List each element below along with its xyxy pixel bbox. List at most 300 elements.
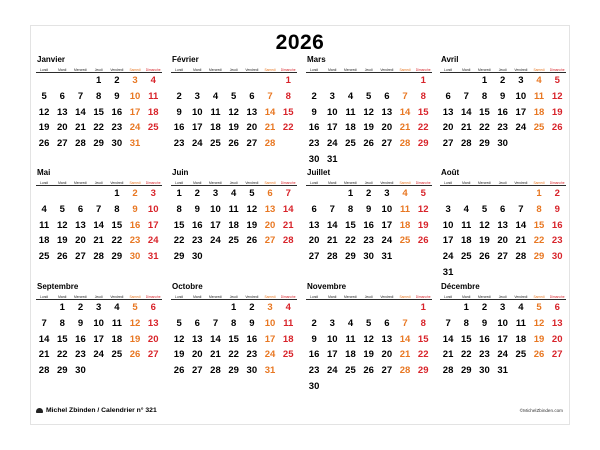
- week-row: [35, 202, 163, 218]
- day-cell: 30: [129, 251, 141, 263]
- weekday-label: Dimanche: [549, 68, 565, 72]
- week-row: [170, 332, 298, 348]
- weekday-label: Mercredi: [209, 295, 222, 299]
- day-cell: 21: [515, 235, 527, 247]
- day-cell: 1: [463, 302, 469, 313]
- day-cell: 27: [75, 251, 86, 263]
- day-cell: 30: [191, 251, 203, 263]
- day-cell: 17: [326, 122, 338, 134]
- day-cell: 31: [326, 153, 338, 165]
- weekday-label: Vendredi: [245, 68, 259, 72]
- week-row: [35, 136, 163, 152]
- day-cell: 11: [39, 219, 50, 231]
- day-cell: 3: [384, 188, 390, 199]
- day-cell: 25: [345, 138, 356, 150]
- day-cell: 8: [231, 317, 237, 329]
- day-cell: 11: [515, 317, 526, 329]
- month-name: Avril: [441, 55, 459, 64]
- day-cell: 10: [497, 317, 508, 329]
- weekday-label: Jeudi: [94, 181, 103, 185]
- day-cell: 11: [210, 106, 221, 118]
- day-grid: [305, 186, 433, 265]
- weekday-label: Samedi: [533, 295, 545, 299]
- day-cell: 15: [479, 106, 490, 118]
- month-name: Octobre: [172, 282, 203, 291]
- day-cell: 17: [442, 235, 454, 247]
- weekday-label: Dimanche: [280, 181, 296, 185]
- weekday-header: [170, 177, 298, 185]
- week-row: [439, 202, 567, 218]
- day-cell: 2: [132, 188, 138, 199]
- week-row: [305, 379, 433, 395]
- week-row: [305, 316, 433, 332]
- week-row: [305, 136, 433, 152]
- day-cell: 6: [554, 302, 560, 313]
- day-cell: 8: [285, 90, 291, 102]
- day-cell: 21: [442, 349, 454, 361]
- weekday-label: Mardi: [58, 295, 67, 299]
- day-cell: 27: [191, 365, 203, 377]
- day-cell: 27: [381, 365, 393, 377]
- month-block: [170, 282, 298, 379]
- week-row: [35, 186, 163, 202]
- day-cell: 7: [267, 90, 273, 102]
- weekday-label: Lundi: [310, 68, 319, 72]
- day-cell: 22: [417, 122, 429, 134]
- day-cell: 14: [38, 333, 50, 345]
- day-cell: 17: [191, 122, 203, 134]
- week-row: [439, 218, 567, 234]
- day-cell: 26: [417, 235, 429, 247]
- day-cell: 12: [551, 90, 563, 102]
- day-cell: 21: [282, 219, 294, 231]
- day-cell: 24: [515, 122, 527, 134]
- weekday-label: Mardi: [58, 181, 67, 185]
- week-row: [439, 136, 567, 152]
- day-grid: [170, 186, 298, 265]
- month-block: [439, 55, 567, 152]
- day-cell: 9: [77, 317, 84, 329]
- day-cell: 11: [400, 203, 411, 215]
- day-grid: [35, 300, 163, 379]
- day-cell: 4: [41, 203, 47, 215]
- day-cell: 21: [210, 349, 221, 361]
- weekday-label: Dimanche: [280, 68, 296, 72]
- day-cell: 9: [366, 203, 372, 215]
- day-cell: 28: [515, 251, 527, 263]
- footer-author-text: Michel Zbinden / Calendrier n° 321: [46, 407, 157, 414]
- week-row: [439, 233, 567, 249]
- month-name: Septembre: [37, 282, 79, 291]
- day-cell: 27: [551, 349, 563, 361]
- day-cell: 2: [249, 302, 255, 313]
- day-cell: 16: [75, 333, 86, 345]
- day-cell: 24: [381, 235, 393, 247]
- day-cell: 29: [460, 365, 472, 377]
- day-cell: 10: [442, 219, 454, 231]
- week-row: [170, 136, 298, 152]
- day-cell: 22: [93, 122, 104, 134]
- week-row: [35, 300, 163, 316]
- day-cell: 25: [399, 235, 411, 247]
- day-cell: 26: [56, 251, 68, 263]
- day-cell: 14: [399, 106, 411, 118]
- weekday-label: Lundi: [444, 68, 453, 72]
- weekday-label: Dimanche: [145, 68, 161, 72]
- weekday-label: Samedi: [264, 68, 276, 72]
- day-cell: 14: [210, 333, 221, 345]
- weekday-label: Vendredi: [110, 68, 124, 72]
- weekday-header: [170, 291, 298, 299]
- day-cell: 10: [147, 203, 159, 215]
- day-cell: 27: [147, 349, 159, 361]
- week-row: [35, 347, 163, 363]
- day-cell: 14: [93, 219, 104, 231]
- weekday-label: Lundi: [175, 295, 184, 299]
- day-cell: 2: [311, 90, 317, 102]
- day-cell: 27: [497, 251, 508, 263]
- day-cell: 10: [191, 106, 203, 118]
- day-cell: 4: [212, 90, 219, 102]
- footer-site: ©MichelZbinden.com: [519, 408, 563, 413]
- day-cell: 2: [366, 188, 372, 199]
- week-row: [170, 218, 298, 234]
- weekday-label: Jeudi: [94, 295, 103, 299]
- day-cell: 27: [56, 138, 68, 150]
- day-cell: 27: [381, 138, 393, 150]
- day-cell: 27: [442, 138, 454, 150]
- weekday-label: Samedi: [399, 68, 411, 72]
- day-cell: 20: [264, 219, 276, 231]
- day-cell: 19: [129, 333, 141, 345]
- day-cell: 1: [481, 75, 488, 86]
- day-cell: 7: [77, 90, 84, 102]
- day-cell: 31: [381, 251, 393, 263]
- weekday-header: [170, 64, 298, 72]
- day-cell: 25: [515, 349, 527, 361]
- day-cell: 19: [551, 106, 563, 118]
- day-cell: 6: [194, 317, 200, 329]
- weekday-header: [35, 64, 163, 72]
- day-cell: 10: [326, 333, 338, 345]
- day-cell: 29: [345, 251, 356, 263]
- day-cell: 31: [147, 251, 159, 263]
- day-grid: [305, 300, 433, 395]
- weekday-header: [439, 291, 567, 299]
- weekday-label: Lundi: [175, 68, 184, 72]
- day-cell: 14: [442, 333, 454, 345]
- day-cell: 24: [442, 251, 454, 263]
- week-row: [170, 249, 298, 265]
- week-row: [439, 105, 567, 121]
- week-row: [439, 249, 567, 265]
- day-cell: 15: [93, 106, 104, 118]
- day-cell: 19: [38, 122, 50, 134]
- weekday-header: [439, 64, 567, 72]
- weekday-header: [305, 64, 433, 72]
- day-cell: 8: [481, 90, 488, 102]
- day-cell: 2: [176, 90, 182, 102]
- day-cell: 1: [59, 302, 65, 313]
- day-cell: 15: [417, 333, 429, 345]
- week-row: [305, 105, 433, 121]
- week-row: [35, 332, 163, 348]
- day-cell: 24: [326, 138, 338, 150]
- weekday-label: Dimanche: [415, 68, 431, 72]
- day-cell: 24: [210, 235, 221, 247]
- day-cell: 6: [150, 302, 156, 313]
- day-cell: 3: [518, 75, 524, 86]
- day-cell: 21: [75, 122, 86, 134]
- day-cell: 6: [77, 203, 84, 215]
- week-row: [305, 300, 433, 316]
- weekday-label: Vendredi: [380, 295, 394, 299]
- day-cell: 23: [308, 138, 320, 150]
- day-cell: 24: [129, 122, 141, 134]
- day-cell: 5: [366, 317, 372, 329]
- day-cell: 29: [93, 138, 104, 150]
- day-cell: 16: [363, 219, 374, 231]
- month-name: Décembre: [441, 282, 480, 291]
- day-cell: 26: [551, 122, 563, 134]
- weekday-label: Lundi: [310, 295, 319, 299]
- weekday-label: Dimanche: [415, 295, 431, 299]
- day-cell: 23: [111, 122, 123, 134]
- day-cell: 1: [420, 75, 426, 86]
- month-block: [170, 55, 298, 152]
- day-cell: 6: [267, 188, 273, 199]
- day-cell: 21: [38, 349, 50, 361]
- week-row: [170, 89, 298, 105]
- day-cell: 20: [551, 333, 563, 345]
- day-cell: 12: [417, 203, 429, 215]
- day-cell: 16: [308, 122, 320, 134]
- day-cell: 22: [417, 349, 429, 361]
- day-cell: 13: [308, 219, 320, 231]
- day-cell: 23: [479, 349, 490, 361]
- day-cell: 9: [194, 203, 200, 215]
- day-cell: 18: [345, 122, 356, 134]
- day-cell: 13: [381, 333, 393, 345]
- day-cell: 26: [246, 235, 258, 247]
- day-cell: 14: [282, 203, 294, 215]
- day-cell: 11: [283, 317, 294, 329]
- week-row: [35, 363, 163, 379]
- day-cell: 25: [533, 122, 545, 134]
- day-cell: 9: [176, 106, 182, 118]
- day-cell: 13: [381, 106, 393, 118]
- day-cell: 15: [56, 333, 68, 345]
- day-cell: 2: [77, 302, 84, 313]
- day-grid: [305, 73, 433, 168]
- day-cell: 3: [132, 75, 138, 86]
- weekday-label: Dimanche: [549, 181, 565, 185]
- month-name: Mai: [37, 168, 51, 177]
- day-cell: 26: [533, 349, 545, 361]
- day-cell: 23: [246, 349, 258, 361]
- day-cell: 7: [285, 188, 291, 199]
- day-cell: 18: [282, 333, 294, 345]
- day-cell: 21: [93, 235, 104, 247]
- day-cell: 10: [129, 90, 141, 102]
- day-cell: 16: [173, 122, 185, 134]
- day-cell: 25: [147, 122, 159, 134]
- weekday-label: Vendredi: [380, 181, 394, 185]
- day-cell: 3: [500, 302, 506, 313]
- weekday-label: Dimanche: [549, 295, 565, 299]
- week-row: [439, 332, 567, 348]
- day-cell: 2: [311, 317, 317, 329]
- day-cell: 26: [363, 365, 374, 377]
- week-row: [305, 363, 433, 379]
- week-row: [439, 89, 567, 105]
- day-cell: 23: [551, 235, 563, 247]
- day-cell: 18: [228, 219, 239, 231]
- day-cell: 7: [445, 317, 451, 329]
- day-cell: 26: [363, 138, 374, 150]
- day-cell: 16: [111, 106, 123, 118]
- day-cell: 5: [420, 188, 426, 199]
- weekday-header: [35, 291, 163, 299]
- weekday-label: Mercredi: [209, 181, 222, 185]
- day-cell: 7: [518, 203, 524, 215]
- day-cell: 8: [420, 90, 426, 102]
- day-cell: 30: [75, 365, 86, 377]
- day-cell: 18: [111, 333, 123, 345]
- day-cell: 11: [534, 90, 545, 102]
- day-cell: 12: [56, 219, 68, 231]
- day-cell: 17: [93, 333, 104, 345]
- day-cell: 15: [460, 333, 472, 345]
- weekday-label: Samedi: [533, 181, 545, 185]
- day-cell: 4: [231, 188, 237, 199]
- week-row: [305, 186, 433, 202]
- day-cell: 31: [264, 365, 276, 377]
- day-cell: 16: [479, 333, 490, 345]
- month-name: Juillet: [307, 168, 331, 177]
- day-cell: 13: [246, 106, 258, 118]
- week-row: [170, 347, 298, 363]
- day-cell: 1: [96, 75, 102, 86]
- day-cell: 9: [311, 106, 317, 118]
- weekday-header: [305, 177, 433, 185]
- day-cell: 15: [345, 219, 356, 231]
- day-cell: 3: [212, 188, 219, 199]
- day-cell: 19: [417, 219, 429, 231]
- day-cell: 21: [399, 122, 411, 134]
- weekday-header: [305, 291, 433, 299]
- week-row: [305, 73, 433, 89]
- day-cell: 28: [399, 365, 411, 377]
- day-cell: 28: [75, 138, 86, 150]
- week-row: [439, 265, 567, 281]
- day-grid: [439, 186, 567, 281]
- day-cell: 28: [210, 365, 221, 377]
- day-cell: 13: [264, 203, 276, 215]
- weekday-label: Jeudi: [364, 295, 373, 299]
- day-cell: 16: [551, 219, 563, 231]
- weekday-header: [35, 177, 163, 185]
- day-cell: 17: [326, 349, 338, 361]
- day-cell: 7: [463, 90, 469, 102]
- day-cell: 8: [96, 90, 102, 102]
- day-cell: 20: [308, 235, 320, 247]
- day-cell: 27: [246, 138, 258, 150]
- day-cell: 6: [249, 90, 255, 102]
- weekday-label: Vendredi: [514, 181, 528, 185]
- weekday-label: Jeudi: [498, 68, 507, 72]
- month-block: [305, 55, 433, 168]
- day-cell: 24: [147, 235, 159, 247]
- weekday-label: Jeudi: [229, 68, 238, 72]
- week-row: [35, 233, 163, 249]
- day-cell: 27: [308, 251, 320, 263]
- day-cell: 5: [132, 302, 138, 313]
- day-cell: 28: [399, 138, 411, 150]
- month-name: Mars: [307, 55, 326, 64]
- weekday-label: Samedi: [264, 181, 276, 185]
- day-cell: 23: [75, 349, 86, 361]
- day-cell: 17: [264, 333, 276, 345]
- day-grid: [439, 300, 567, 379]
- day-cell: 2: [500, 75, 506, 86]
- week-row: [170, 233, 298, 249]
- weekday-label: Mercredi: [344, 68, 357, 72]
- day-cell: 16: [308, 349, 320, 361]
- weekday-label: Jeudi: [498, 181, 507, 185]
- day-cell: 12: [38, 106, 50, 118]
- day-cell: 20: [381, 349, 393, 361]
- week-row: [170, 186, 298, 202]
- weekday-label: Mardi: [462, 68, 471, 72]
- weekday-label: Mercredi: [478, 181, 491, 185]
- day-cell: 29: [173, 251, 185, 263]
- day-cell: 27: [264, 235, 276, 247]
- week-row: [439, 120, 567, 136]
- weekday-label: Mardi: [328, 181, 337, 185]
- day-cell: 30: [479, 365, 490, 377]
- day-cell: 14: [460, 106, 472, 118]
- day-cell: 29: [417, 138, 429, 150]
- day-cell: 28: [38, 365, 50, 377]
- day-cell: 18: [460, 235, 472, 247]
- week-row: [305, 120, 433, 136]
- day-cell: 17: [129, 106, 141, 118]
- weekday-label: Lundi: [40, 68, 49, 72]
- day-cell: 1: [347, 188, 354, 199]
- day-cell: 30: [497, 138, 508, 150]
- day-cell: 19: [363, 349, 374, 361]
- week-row: [439, 300, 567, 316]
- week-row: [305, 202, 433, 218]
- day-cell: 1: [420, 302, 426, 313]
- day-cell: 15: [417, 106, 429, 118]
- weekday-label: Mercredi: [209, 68, 222, 72]
- week-row: [305, 332, 433, 348]
- graduation-cap-icon: [36, 408, 43, 413]
- day-cell: 9: [114, 90, 120, 102]
- weekday-label: Vendredi: [110, 181, 124, 185]
- day-cell: 30: [308, 380, 320, 392]
- day-cell: 9: [500, 90, 506, 102]
- day-cell: 13: [442, 106, 454, 118]
- day-cell: 25: [345, 365, 356, 377]
- weekday-label: Mardi: [462, 181, 471, 185]
- day-cell: 24: [264, 349, 276, 361]
- day-cell: 22: [345, 235, 356, 247]
- day-cell: 13: [147, 317, 159, 329]
- day-cell: 17: [515, 106, 527, 118]
